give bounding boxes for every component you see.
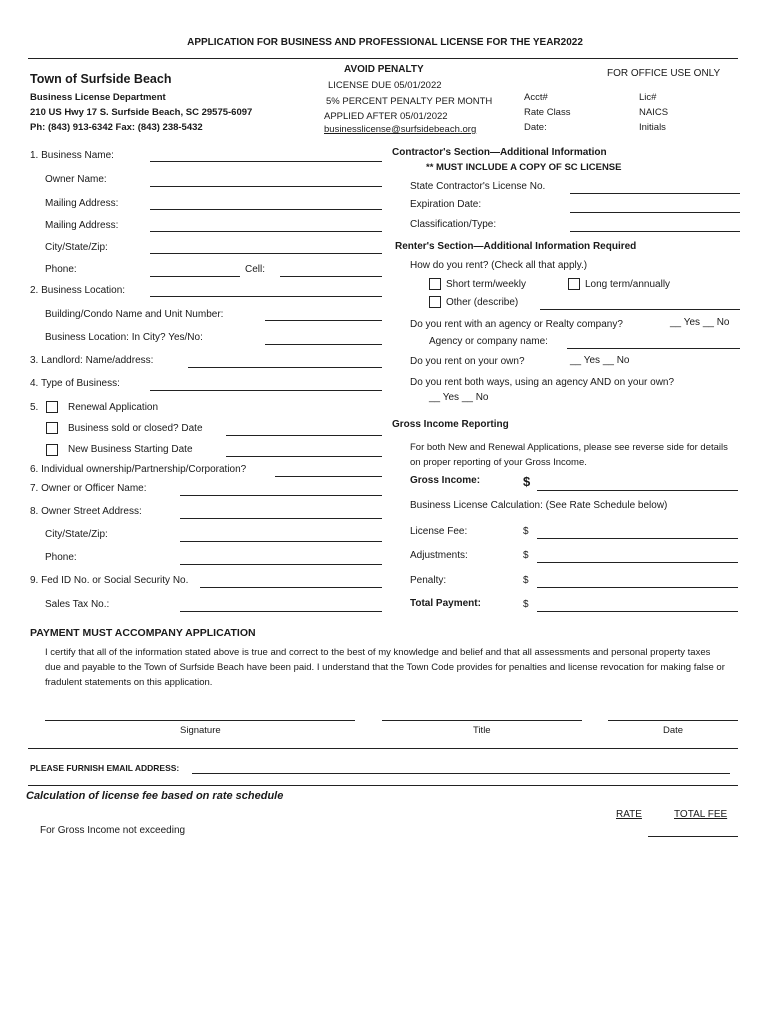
license-fee-field[interactable] bbox=[537, 538, 738, 539]
long-term-checkbox[interactable] bbox=[568, 278, 580, 290]
penalty-dollar: $ bbox=[523, 575, 529, 586]
gross-not-exceeding-label: For Gross Income not exceeding bbox=[40, 825, 186, 836]
office-initials: Initials bbox=[639, 122, 666, 133]
agency-name-label: Agency or company name: bbox=[429, 336, 548, 347]
fed-id-field[interactable] bbox=[200, 587, 382, 588]
title-label: Title bbox=[473, 725, 491, 736]
long-term-label: Long term/annually bbox=[585, 279, 671, 290]
adjustments-label: Adjustments: bbox=[410, 550, 468, 561]
sold-closed-checkbox[interactable] bbox=[46, 422, 58, 434]
mailing-address-label-2: Mailing Address: bbox=[45, 220, 119, 231]
rate-header: RATE bbox=[616, 809, 642, 820]
own-rent-question: Do you rent on your own? bbox=[410, 356, 525, 367]
divider-1 bbox=[28, 748, 738, 749]
agency-name-field[interactable] bbox=[567, 348, 740, 349]
owner-name-label: Owner Name: bbox=[45, 174, 107, 185]
mailing-address-label-1: Mailing Address: bbox=[45, 198, 119, 209]
business-type-field[interactable] bbox=[150, 390, 382, 391]
cell-label: Cell: bbox=[245, 264, 266, 275]
landlord-field[interactable] bbox=[188, 367, 382, 368]
date-field[interactable] bbox=[608, 720, 738, 721]
owner-name-field[interactable] bbox=[150, 186, 382, 187]
item-5-label: 5. bbox=[30, 402, 39, 413]
in-city-label: Business Location: In City? Yes/No: bbox=[45, 332, 203, 343]
license-due: LICENSE DUE 05/01/2022 bbox=[328, 80, 442, 91]
office-title: FOR OFFICE USE ONLY bbox=[607, 68, 721, 79]
penalty-rate: 5% PERCENT PENALTY PER MONTH bbox=[326, 96, 493, 107]
renter-section-title: Renter's Section—Additional Information Required bbox=[395, 241, 637, 252]
city-state-zip-label: City/State/Zip: bbox=[45, 242, 108, 253]
gross-income-title: Gross Income Reporting bbox=[392, 419, 509, 430]
in-city-field[interactable] bbox=[265, 344, 382, 345]
business-location-label: 2. Business Location: bbox=[30, 285, 126, 296]
office-rate-class: Rate Class bbox=[524, 107, 571, 118]
contractor-note: ** MUST INCLUDE A COPY OF SC LICENSE bbox=[426, 162, 622, 173]
ownership-type-field[interactable] bbox=[275, 476, 382, 477]
sales-tax-label: Sales Tax No.: bbox=[45, 599, 110, 610]
owner-street-field[interactable] bbox=[180, 518, 382, 519]
business-name-label: 1. Business Name: bbox=[30, 150, 114, 161]
signature-label: Signature bbox=[180, 725, 221, 736]
owner-city-state-zip-field[interactable] bbox=[180, 541, 382, 542]
classification-label: Classification/Type: bbox=[410, 219, 497, 230]
city-state-zip-field[interactable] bbox=[150, 253, 382, 254]
sales-tax-field[interactable] bbox=[180, 611, 382, 612]
renewal-checkbox[interactable] bbox=[46, 401, 58, 413]
owner-phone-field[interactable] bbox=[180, 564, 382, 565]
payment-notice: PAYMENT MUST ACCOMPANY APPLICATION bbox=[30, 627, 256, 639]
signature-field[interactable] bbox=[45, 720, 355, 721]
owner-city-state-zip-label: City/State/Zip: bbox=[45, 529, 108, 540]
total-payment-dollar: $ bbox=[523, 599, 529, 610]
other-checkbox[interactable] bbox=[429, 296, 441, 308]
sold-closed-date-field[interactable] bbox=[226, 435, 382, 436]
town-name: Town of Surfside Beach bbox=[30, 72, 172, 86]
gross-income-field[interactable] bbox=[537, 490, 738, 491]
both-ways-yes-no[interactable]: __ Yes __ No bbox=[429, 392, 489, 403]
gross-income-dollar: $ bbox=[523, 474, 531, 489]
contractor-section-title: Contractor's Section—Additional Information bbox=[392, 147, 607, 158]
expiration-field[interactable] bbox=[570, 212, 740, 213]
short-term-label: Short term/weekly bbox=[446, 279, 527, 290]
expiration-label: Expiration Date: bbox=[410, 199, 482, 210]
town-address: 210 US Hwy 17 S. Surfside Beach, SC 29575-6097 bbox=[30, 107, 253, 118]
building-unit-label: Building/Condo Name and Unit Number: bbox=[45, 309, 224, 320]
email-field[interactable] bbox=[192, 773, 730, 774]
calculation-label: Business License Calculation: (See Rate Schedule below) bbox=[410, 500, 668, 511]
business-location-field[interactable] bbox=[150, 296, 382, 297]
date-label: Date bbox=[663, 725, 684, 736]
office-lic: Lic# bbox=[639, 92, 657, 103]
office-date: Date: bbox=[524, 122, 547, 133]
building-unit-field[interactable] bbox=[265, 320, 382, 321]
new-business-date-field[interactable] bbox=[226, 456, 382, 457]
total-payment-field[interactable] bbox=[537, 611, 738, 612]
form-title: APPLICATION FOR BUSINESS AND PROFESSIONAL LICENSE FOR THE YEAR2022 bbox=[187, 37, 583, 48]
owner-street-label: 8. Owner Street Address: bbox=[30, 506, 142, 517]
officer-name-label: 7. Owner or Officer Name: bbox=[30, 483, 147, 494]
adjustments-dollar: $ bbox=[523, 550, 529, 561]
other-label: Other (describe) bbox=[446, 297, 519, 308]
town-phone: Ph: (843) 913-6342 Fax: (843) 238-5432 bbox=[30, 122, 203, 133]
phone-field[interactable] bbox=[150, 276, 240, 277]
adjustments-field[interactable] bbox=[537, 562, 738, 563]
own-rent-yes-no[interactable]: __ Yes __ No bbox=[570, 355, 630, 366]
phone-label: Phone: bbox=[45, 264, 77, 275]
office-naics: NAICS bbox=[639, 107, 669, 118]
both-ways-question: Do you rent both ways, using an agency AND on your own? bbox=[410, 377, 675, 388]
penalty-field[interactable] bbox=[537, 587, 738, 588]
email-label: PLEASE FURNISH EMAIL ADDRESS: bbox=[30, 763, 180, 773]
penalty-title: AVOID PENALTY bbox=[344, 64, 424, 75]
new-business-label: New Business Starting Date bbox=[68, 444, 193, 455]
total-payment-label: Total Payment: bbox=[410, 598, 481, 609]
agency-question: Do you rent with an agency or Realty company? bbox=[410, 319, 623, 330]
office-acct: Acct# bbox=[524, 92, 548, 103]
how-rent-label: How do you rent? (Check all that apply.) bbox=[410, 260, 588, 271]
officer-name-field[interactable] bbox=[180, 495, 382, 496]
state-license-field[interactable] bbox=[570, 193, 740, 194]
license-fee-label: License Fee: bbox=[410, 526, 468, 537]
divider-2 bbox=[28, 785, 738, 786]
state-license-label: State Contractor's License No. bbox=[410, 181, 546, 192]
new-business-checkbox[interactable] bbox=[46, 444, 58, 456]
business-type-label: 4. Type of Business: bbox=[30, 378, 120, 389]
mailing-address-field-1[interactable] bbox=[150, 209, 382, 210]
license-fee-dollar: $ bbox=[523, 526, 529, 537]
total-fee-field[interactable] bbox=[648, 836, 738, 837]
sold-closed-label: Business sold or closed? Date bbox=[68, 423, 203, 434]
landlord-label: 3. Landlord: Name/address: bbox=[30, 355, 154, 366]
penalty-label: Penalty: bbox=[410, 575, 447, 586]
total-fee-header: TOTAL FEE bbox=[674, 809, 728, 820]
title-field[interactable] bbox=[382, 720, 582, 721]
mailing-address-field-2[interactable] bbox=[150, 231, 382, 232]
classification-field[interactable] bbox=[570, 231, 740, 232]
fed-id-label: 9. Fed ID No. or Social Security No. bbox=[30, 575, 189, 586]
gross-income-note: For both New and Renewal Applications, please see reverse side for details on proper reporting of your Gross Income. bbox=[410, 442, 728, 468]
ownership-type-label: 6. Individual ownership/Partnership/Corporation? bbox=[30, 464, 247, 475]
short-term-checkbox[interactable] bbox=[429, 278, 441, 290]
department: Business License Department bbox=[30, 92, 166, 103]
agency-yes-no[interactable]: __ Yes __ No bbox=[670, 317, 730, 328]
applied-after: APPLIED AFTER 05/01/2022 bbox=[324, 111, 448, 122]
cell-field[interactable] bbox=[280, 276, 382, 277]
owner-phone-label: Phone: bbox=[45, 552, 77, 563]
email-link[interactable]: businesslicense@surfsidebeach.org bbox=[324, 124, 477, 135]
rate-schedule-title: Calculation of license fee based on rate schedule bbox=[26, 790, 284, 802]
business-name-field[interactable] bbox=[150, 161, 382, 162]
gross-income-label: Gross Income: bbox=[410, 475, 481, 486]
title-rule bbox=[28, 58, 738, 59]
other-describe-field[interactable] bbox=[540, 309, 740, 310]
renewal-label: Renewal Application bbox=[68, 402, 159, 413]
certification-text: I certify that all of the information stated above is true and correct to the best of my knowledge and belief and that all assessments and personal property taxes due and payable to the Town of Surfside Beach have been paid. I understand that the Town Code provides for penalties and license revocation for making false or fradulent statements on this application. bbox=[45, 647, 725, 688]
